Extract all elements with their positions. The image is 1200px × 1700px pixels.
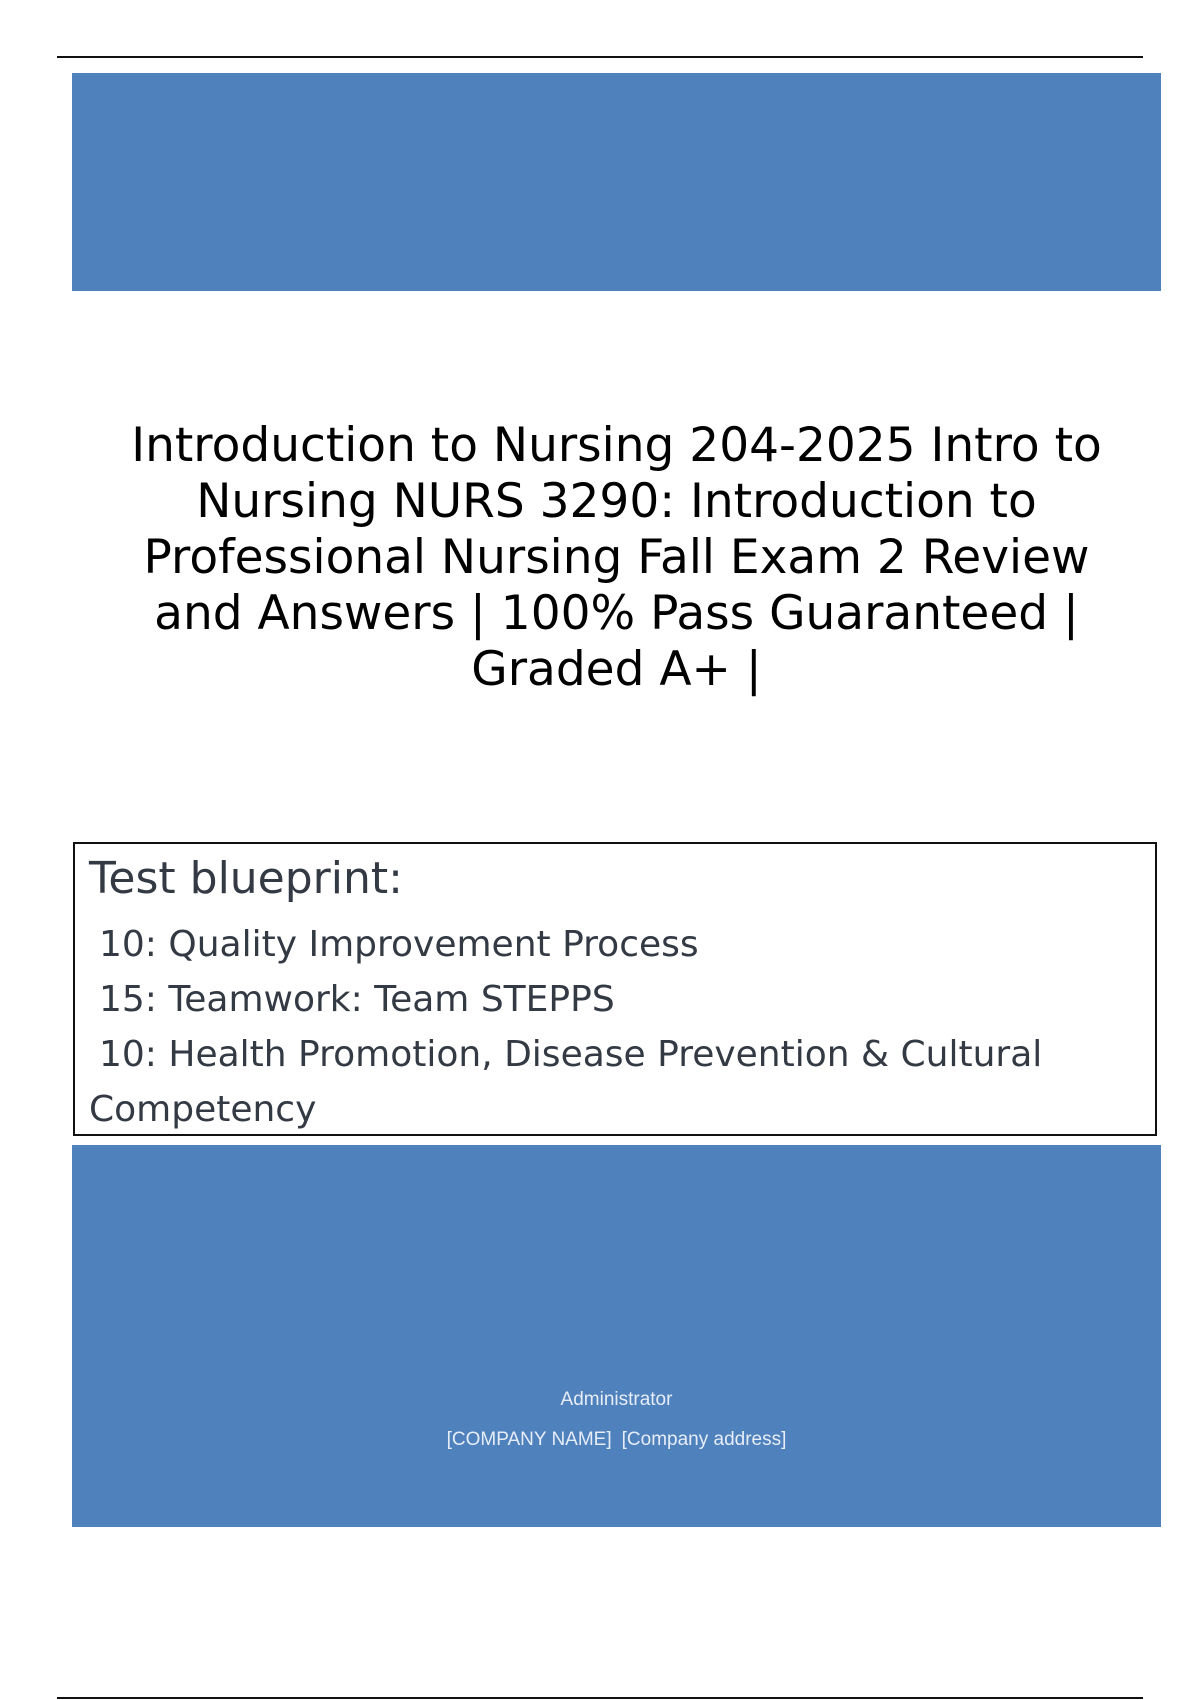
test-blueprint-box (73, 842, 1157, 1136)
company-line (72, 1425, 1161, 1455)
blueprint-item-teamwork: 15: Teamwork: Team STEPPS (99, 979, 615, 1020)
top-rule (57, 56, 1143, 58)
blueprint-list (89, 917, 1141, 1137)
blueprint-item-quality-improvement: 10: Quality Improvement Process (99, 924, 699, 965)
company-address: [Company address] (621, 1429, 787, 1450)
bottom-rule (57, 1697, 1143, 1699)
bottom-color-band (72, 1145, 1161, 1527)
company-name: [COMPANY NAME] (446, 1429, 612, 1450)
author-name: Administrator (560, 1389, 673, 1410)
top-color-band (72, 73, 1161, 291)
blueprint-item-health-promotion: 10: Health Promotion, Disease Prevention & Cultural Competency (89, 1034, 1043, 1130)
blueprint-heading: Test blueprint: (89, 853, 403, 904)
document-title: Introduction to Nursing 204-2025 Intro to Nursing NURS 3290: Introduction to Professional Nursing Fall Exam 2 Review and Answers | 100% Pass Guaranteed | Graded A+ | (131, 418, 1102, 697)
